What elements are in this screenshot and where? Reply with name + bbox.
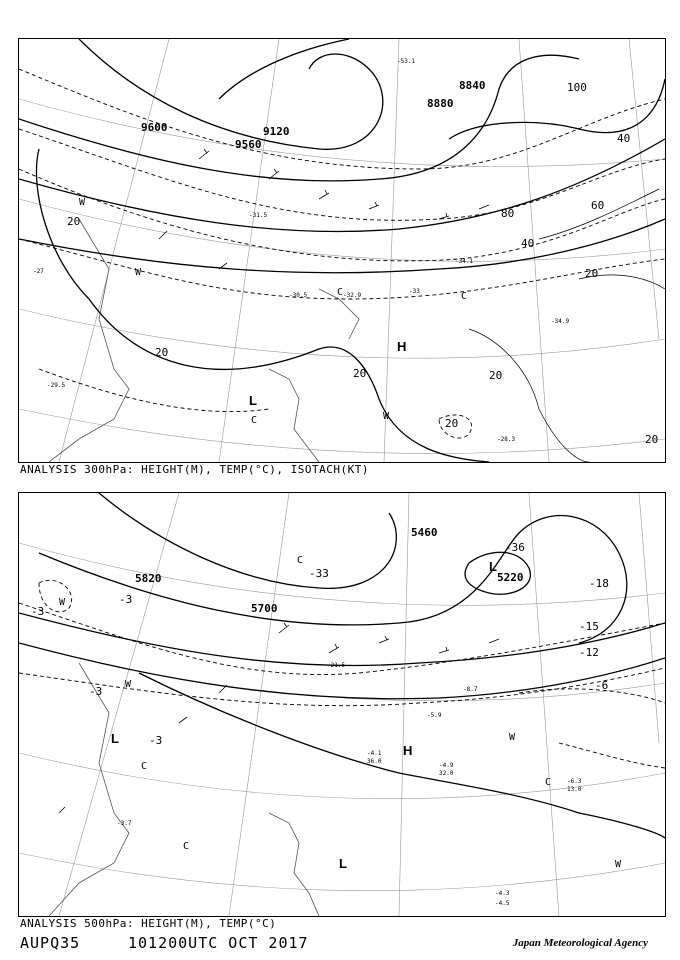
station-temp: -29.5 xyxy=(47,382,66,389)
cold-center: C xyxy=(545,777,552,788)
isotach-label: 20 xyxy=(489,369,503,382)
cold-center: C xyxy=(461,291,468,302)
isotherm-label: -15 xyxy=(579,620,599,633)
isotherm-label: -3 xyxy=(31,605,45,618)
low-center: L xyxy=(339,856,347,871)
isotach-label: 20 xyxy=(67,215,81,228)
warm-center: W xyxy=(383,411,390,422)
isotherm-label: -6 xyxy=(595,679,609,692)
station-temp: -34.1 xyxy=(455,258,474,265)
height-label: 5220 xyxy=(497,571,524,584)
height-label: 5700 xyxy=(251,602,278,615)
isotherm-label: -36 xyxy=(505,541,525,554)
station-temp: 13.0 xyxy=(567,786,582,793)
height-label: 9120 xyxy=(263,125,290,138)
warm-center: W xyxy=(509,732,516,743)
station-temp: -6.3 xyxy=(567,778,582,785)
station-temp: -53.1 xyxy=(397,58,416,65)
station-temp: -4.9 xyxy=(439,762,454,769)
station-temp: -3.7 xyxy=(117,820,132,827)
warm-center: W xyxy=(59,597,66,608)
cold-center: C xyxy=(251,415,258,426)
high-center: H xyxy=(397,339,407,354)
station-temp: -4.1 xyxy=(367,750,382,757)
station-temp: -27 xyxy=(33,268,44,275)
graticule xyxy=(19,493,665,916)
agency-name: Japan Meteorological Agency xyxy=(512,937,648,949)
caption-500hpa: ANALYSIS 500hPa: HEIGHT(M), TEMP(°C) xyxy=(20,917,277,930)
isotherm-label: -12 xyxy=(579,646,599,659)
isotach-label: 100 xyxy=(567,81,587,94)
isotherm-label: -18 xyxy=(589,577,609,590)
isotherm-label: -3 xyxy=(149,734,163,747)
chart-500hpa xyxy=(18,492,666,917)
station-temp: -31.5 xyxy=(249,212,268,219)
height-label: 9600 xyxy=(141,121,168,134)
height-label: 8880 xyxy=(427,97,454,110)
isotach-label: 80 xyxy=(501,207,515,220)
station-temp: -5.9 xyxy=(427,712,442,719)
station-temp: -34.9 xyxy=(551,318,570,325)
isotach-label: 20 xyxy=(585,267,599,280)
station-temp: -21.5 xyxy=(327,662,346,669)
station-temp: -32.9 xyxy=(343,292,362,299)
station-temp: -28.3 xyxy=(497,436,516,443)
isotherm-label: -3 xyxy=(119,593,133,606)
cold-center: C xyxy=(337,287,344,298)
warm-center: W xyxy=(79,197,86,208)
map-500hpa xyxy=(19,493,665,916)
warm-center: W xyxy=(135,267,142,278)
isotach-label: 20 xyxy=(353,367,367,380)
station-temp: 32.0 xyxy=(439,770,454,777)
map-300hpa xyxy=(19,39,665,462)
isotach-label: 60 xyxy=(591,199,605,212)
isotherm-label: -3 xyxy=(89,685,103,698)
station-temp: -4.5 xyxy=(495,900,510,907)
station-temp: -4.3 xyxy=(495,890,510,897)
chart-id: AUPQ35 xyxy=(20,934,81,952)
isotach-label: 40 xyxy=(617,132,631,145)
warm-center: W xyxy=(125,679,132,690)
warm-center: W xyxy=(615,859,622,870)
wind-barbs xyxy=(159,149,489,269)
low-center: L xyxy=(489,559,497,574)
isotherms xyxy=(19,69,665,438)
station-temp: -30.5 xyxy=(289,292,308,299)
isotach-label: 20 xyxy=(155,346,169,359)
height-label: 9560 xyxy=(235,138,262,151)
station-temp: 36.0 xyxy=(367,758,382,765)
cold-center: C xyxy=(141,761,148,772)
isotachs xyxy=(469,189,665,462)
isotach-label: 40 xyxy=(521,237,535,250)
cold-center: C xyxy=(297,555,304,566)
low-center: L xyxy=(249,393,257,408)
height-label: 8840 xyxy=(459,79,486,92)
cold-center: C xyxy=(183,841,190,852)
height-label: 5820 xyxy=(135,572,162,585)
low-center: L xyxy=(111,731,119,746)
high-center: H xyxy=(403,743,413,758)
chart-300hpa xyxy=(18,38,666,463)
caption-300hpa: ANALYSIS 300hPa: HEIGHT(M), TEMP(°C), ISOTACH(KT) xyxy=(20,463,370,476)
station-temp: -33 xyxy=(409,288,420,295)
coastline xyxy=(49,663,319,916)
station-temp: -8.7 xyxy=(463,686,478,693)
isotach-label: 20 xyxy=(445,417,459,430)
valid-time: 101200UTC OCT 2017 xyxy=(128,934,309,952)
height-label: 5460 xyxy=(411,526,438,539)
isotherm-label: -33 xyxy=(309,567,329,580)
height-contours xyxy=(19,39,665,462)
isotach-label: 20 xyxy=(645,433,659,446)
